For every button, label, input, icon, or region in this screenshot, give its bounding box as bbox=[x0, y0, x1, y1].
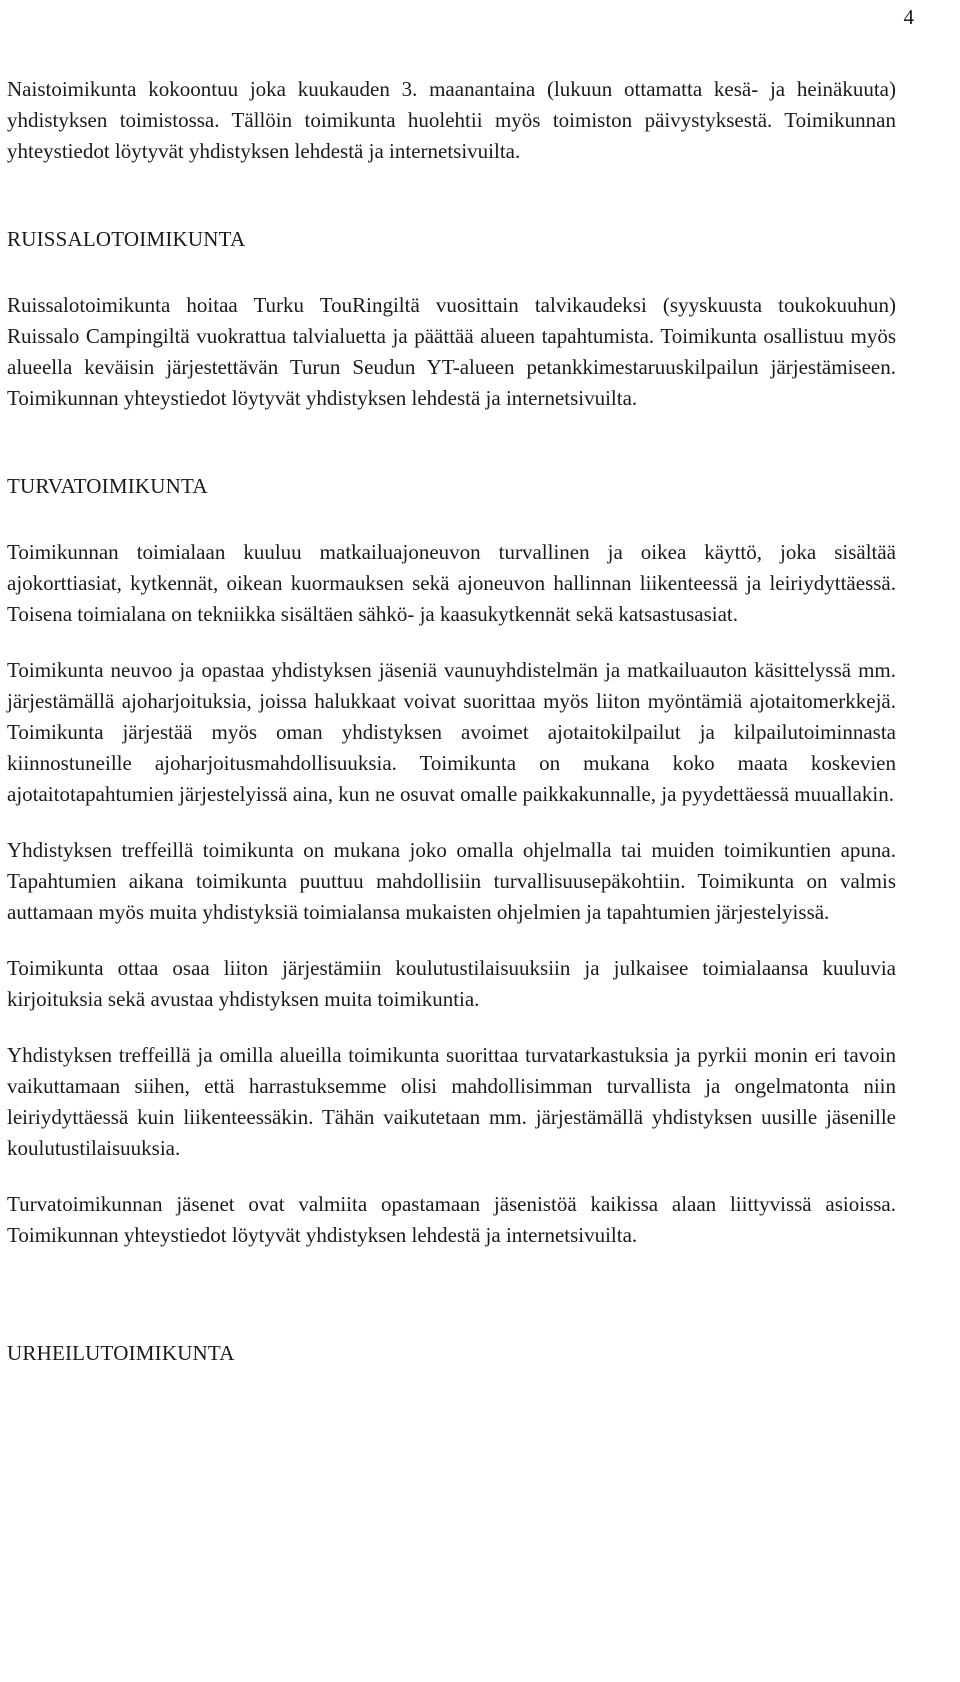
turva-paragraph-5: Yhdistyksen treffeillä ja omilla alueilla toimikunta suorittaa turvatarkastuksia ja pyrkii monin eri tavoin vaikuttamaan siihen, että harrastuksemme olisi mahdollisimman turvallista ja ongelmatonta niin leiriydyttäessä kuin liikenteessäkin. Tähän vaikutetaan mm. järjestämällä yhdistyksen uusille jäsenille koulutustilaisuuksia. bbox=[7, 1043, 896, 1160]
turva-paragraph-1: Toimikunnan toimialaan kuuluu matkailuajoneuvon turvallinen ja oikea käyttö, joka sisältää ajokorttiasiat, kytkennät, oikean kuormauksen sekä ajoneuvon hallinnan liikenteessä ja leiriydyttäessä. Toisena toimialana on tekniikka sisältäen sähkö- ja kaasukytkennät sekä katsastusasiat. bbox=[7, 540, 896, 626]
ruissalo-paragraph-1: Ruissalotoimikunta hoitaa Turku TouRingiltä vuosittain talvikaudeksi (syyskuusta toukokuuhun) Ruissalo Campingiltä vuokrattua talvialuetta ja päättää alueen tapahtumista. Toimikunta osallistuu myös alueella keväisin järjestettävän Turun Seudun YT-alueen petankkimestaruuskilpailun järjestämiseen. Toimikunnan yhteystiedot löytyvät yhdistyksen lehdestä ja internetsivuilta. bbox=[7, 293, 896, 410]
turva-paragraph-4: Toimikunta ottaa osaa liiton järjestämiin koulutustilaisuuksiin ja julkaisee toimialaansa kuuluvia kirjoituksia sekä avustaa yhdistyksen muita toimikuntia. bbox=[7, 956, 896, 1011]
document-body bbox=[7, 74, 896, 1369]
section-heading-ruissalotoimikunta: RUISSALOTOIMIKUNTA bbox=[7, 227, 246, 251]
intro-paragraph: Naistoimikunta kokoontuu joka kuukauden 3. maanantaina (lukuun ottamatta kesä- ja heinäkuuta) yhdistyksen toimistossa. Tällöin toimikunta huolehtii myös toimiston päivystyksestä. Toimikunnan yhteystiedot löytyvät yhdistyksen lehdestä ja internetsivuilta. bbox=[7, 77, 896, 163]
page-number: 4 bbox=[903, 5, 914, 29]
turva-paragraph-3: Yhdistyksen treffeillä toimikunta on mukana joko omalla ohjelmalla tai muiden toimikuntien apuna. Tapahtumien aikana toimikunta puuttuu mahdollisiin turvallisuusepäkohtiin. Toimikunta on valmis auttamaan myös muita yhdistyksiä toimialansa mukaisten ohjelmien ja tapahtumien järjestelyissä. bbox=[7, 838, 896, 924]
turva-paragraph-6: Turvatoimikunnan jäsenet ovat valmiita opastamaan jäsenistöä kaikissa alaan liittyvissä asioissa. Toimikunnan yhteystiedot löytyvät yhdistyksen lehdestä ja internetsivuilta. bbox=[7, 1192, 896, 1247]
section-heading-turvatoimikunta: TURVATOIMIKUNTA bbox=[7, 474, 208, 498]
turva-paragraph-2: Toimikunta neuvoo ja opastaa yhdistyksen jäseniä vaunuyhdistelmän ja matkailuauton käsittelyssä mm. järjestämällä ajoharjoituksia, joissa halukkaat voivat suorittaa myös liiton myöntämiä ajotaitomerkkejä. Toimikunta järjestää myös oman yhdistyksen avoimet ajotaitokilpailut ja kilpailutoiminnasta kiinnostuneille ajoharjoitusmahdollisuuksia. Toimikunta on mukana koko maata koskevien ajotaitotapahtumien järjestelyissä aina, kun ne osuvat omalle paikkakunnalle, ja pyydettäessä muuallakin. bbox=[7, 658, 896, 806]
section-heading-urheilutoimikunta: URHEILUTOIMIKUNTA bbox=[7, 1341, 235, 1365]
